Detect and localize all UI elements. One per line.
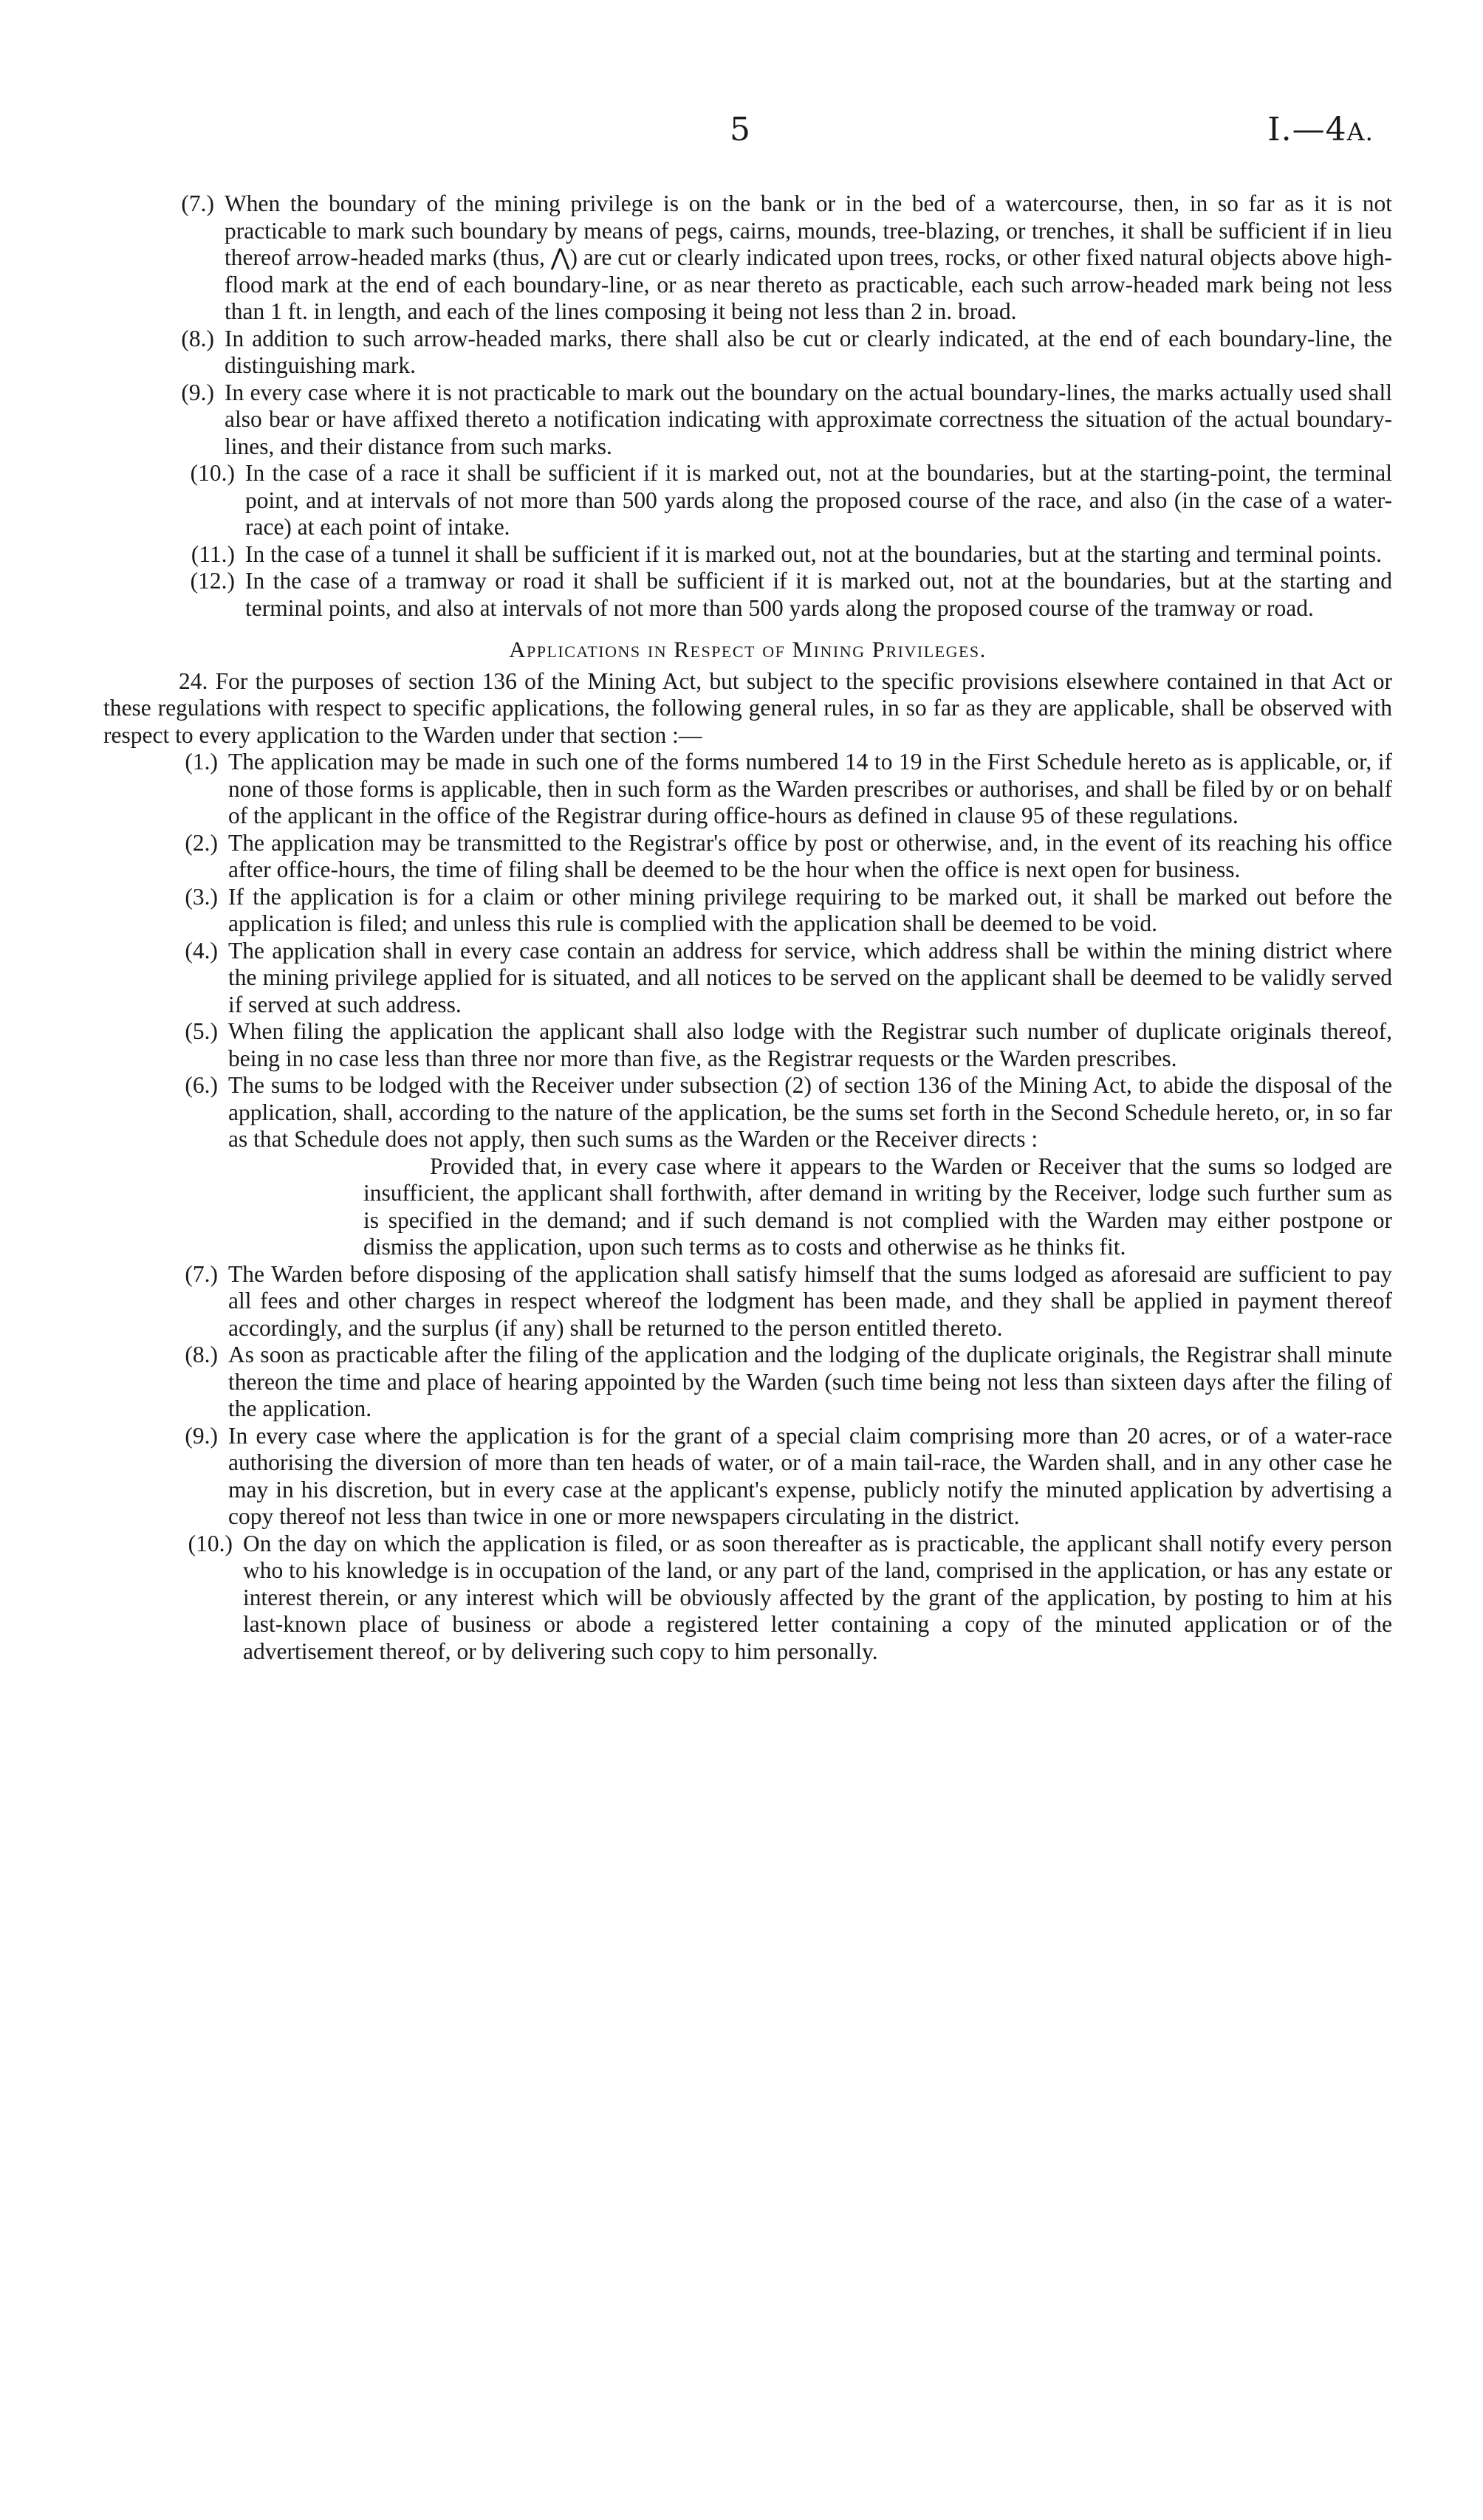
item-number: (1.) bbox=[185, 749, 218, 775]
item-text: In the case of a tunnel it shall be sufficient if it is marked out, not at the boundaries, but at the starting and terminal points. bbox=[245, 540, 1383, 567]
item-text: In the case of a tramway or road it shall be sufficient if it is marked out, not at the boundaries, but at the starting and terminal points, and also at intervals of not more than 500 yards along the proposed course of the tramway or road. bbox=[245, 568, 1392, 621]
list-item bbox=[166, 884, 1392, 938]
list-item bbox=[166, 938, 1392, 1019]
item-number: (4.) bbox=[185, 937, 218, 964]
list-item bbox=[162, 568, 1392, 622]
item-number: (9.) bbox=[185, 1422, 218, 1449]
item-number: (6.) bbox=[185, 1072, 218, 1098]
item-text: As soon as practicable after the filing of the application and the lodging of the duplicate originals, the Registrar shall minute thereon the time and place of hearing appointed by the Warden (such time being not less than sixteen days after the filing of the application. bbox=[228, 1342, 1392, 1421]
item-text: The Warden before disposing of the application shall satisfy himself that the sums lodged as aforesaid are sufficient to pay all fees and other charges in respect whereof the lodgment has been made, and they shall be applied in payment thereof accordingly, and the surplus (if any) shall be returned to the person entitled thereto. bbox=[228, 1260, 1392, 1341]
item-text: When the boundary of the mining privilege is on the bank or in the bed of a watercourse, then, in so far as it is not practicable to mark such boundary by means of pegs, cairns, mounds, tree-blazing, or trenches, it shall be sufficient if in lieu thereof arrow-headed marks (thus, ⋀) are cut or clearly indicated upon trees, rocks, or other fixed natural objects above high-flood mark at the end of each boundary-line, or as near thereto as practicable, each such arrow-headed mark being not less than 1 ft. in length, and each of the lines composing it being not less than 2 in. broad. bbox=[225, 190, 1392, 324]
item-text: When filing the application the applicant shall also lodge with the Registrar such number of duplicate originals thereof, being in no case less than three nor more than five, as the Registrar requests or the Warden prescribes. bbox=[228, 1018, 1392, 1071]
list-item bbox=[166, 1423, 1392, 1531]
list-item bbox=[166, 830, 1392, 884]
page-reference-main: I.—4 bbox=[1267, 111, 1347, 148]
list-item bbox=[166, 1072, 1392, 1153]
item-number: (7.) bbox=[181, 190, 214, 216]
item-text: The application may be made in such one of the forms numbered 14 to 19 in the First Schedule hereto as is applicable, or, if none of those forms is applicable, then in such form as the Warden prescribes or authorises, and shall be filed by or on behalf of the applicant in the office of the Registrar during office-hours as defined in clause 95 of these regulations. bbox=[228, 749, 1392, 828]
list-item bbox=[166, 1531, 1392, 1666]
item-text: If the application is for a claim or other mining privilege requiring to be marked out, it shall be marked out before the application is filed; and unless this rule is complied with the application shall be deemed to be void. bbox=[228, 883, 1392, 936]
document-body bbox=[103, 190, 1392, 1665]
list-item bbox=[166, 1018, 1392, 1072]
item-text: The sums to be lodged with the Receiver under subsection (2) of section 136 of the Mining Act, to abide the disposal of the application, shall, according to the nature of the application, be the sums set forth in the Second Schedule hereto, or, in so far as that Schedule does not apply, then such sums as the Warden or the Receiver directs : bbox=[228, 1072, 1392, 1152]
item-number: (2.) bbox=[185, 829, 218, 856]
page-reference-suffix: A. bbox=[1346, 117, 1374, 146]
item-number: (3.) bbox=[185, 883, 218, 910]
list-item bbox=[166, 1261, 1392, 1342]
item-number: (10.) bbox=[188, 1530, 233, 1556]
item-number: (5.) bbox=[185, 1018, 218, 1044]
page-reference bbox=[1267, 111, 1374, 148]
page-number: 5 bbox=[730, 111, 750, 148]
item-text: In every case where it is not practicable to mark out the boundary on the actual boundary-lines, the marks actually used shall also bear or have affixed thereto a notification indicating with approximate correctness the situation of the actual boundary-lines, and their distance from such marks. bbox=[225, 379, 1392, 459]
list-item bbox=[162, 541, 1392, 569]
item-number: (9.) bbox=[181, 379, 214, 405]
item-number: (8.) bbox=[185, 1342, 218, 1367]
page-header bbox=[0, 111, 1483, 162]
list-item bbox=[166, 749, 1392, 830]
list-item bbox=[162, 326, 1392, 380]
section-heading: Applications in Respect of Mining Privileges. bbox=[509, 636, 987, 662]
proviso-paragraph: Provided that, in every case where it appears to the Warden or Receiver that the sums so lodged are insufficient, the applicant shall forthwith, after demand in writing by the Receiver, lodge such further sum as is specified in the demand; and if such demand is not complied with the Warden may either postpone or dismiss the application, upon such terms as to costs and otherwise as he thinks fit. bbox=[363, 1153, 1392, 1260]
item-number: (11.) bbox=[191, 540, 235, 567]
item-text: The application shall in every case contain an address for service, which address shall be within the mining district where the mining privilege applied for is situated, and all notices to be served on the applicant shall be deemed to be validly served if served at such address. bbox=[228, 937, 1392, 1017]
marking-subclauses bbox=[103, 190, 1392, 622]
list-item bbox=[162, 190, 1392, 326]
clause-24: 24. For the purposes of section 136 of the Mining Act, but subject to the specific provisions elsewhere contained in that Act or these regulations with respect to specific applications, the following general rules, in so far as they are applicable, shall be observed with respect to every application to the Warden under that section :— bbox=[103, 667, 1392, 748]
item-number: (10.) bbox=[190, 460, 235, 486]
list-item bbox=[162, 380, 1392, 461]
list-item bbox=[166, 1342, 1392, 1423]
item-number: (12.) bbox=[190, 568, 235, 594]
item-number: (8.) bbox=[181, 325, 214, 351]
item-text: In addition to such arrow-headed marks, there shall also be cut or clearly indicated, at the end of each boundary-line, the distinguishing mark. bbox=[225, 325, 1392, 378]
item-number: (7.) bbox=[185, 1260, 218, 1287]
item-text: In every case where the application is for the grant of a special claim comprising more than 20 acres, or of a water-race authorising the diversion of more than ten heads of water, or of a main tail-race, the Warden shall, and in any other case he may in his discretion, but in every case at the applicant's expense, publicly notify the minuted application by advertising a copy thereof not less than twice in one or more newspapers circulating in the district. bbox=[228, 1422, 1392, 1529]
application-rules bbox=[103, 749, 1392, 1665]
item-text: The application may be transmitted to the Registrar's office by post or otherwise, and, in the event of its reaching his office after office-hours, the time of filing shall be deemed to be the hour when the office is next open for business. bbox=[228, 829, 1392, 882]
list-item bbox=[162, 460, 1392, 541]
item-text: In the case of a race it shall be sufficient if it is marked out, not at the boundaries, but at the starting-point, the terminal point, and at intervals of not more than 500 yards along the proposed course of the race, and also (in the case of a water-race) at each point of intake. bbox=[245, 460, 1392, 540]
item-text: On the day on which the application is filed, or as soon thereafter as is practicable, the applicant shall notify every person who to his knowledge is in occupation of the land, or any part of the land, comprised in the application, or has any estate or interest therein, or any interest which will be obviously affected by the grant of the application, by posting to him at his last-known place of business or abode a registered letter containing a copy of the minuted application or of the advertisement thereof, or by delivering such copy to him personally. bbox=[243, 1530, 1392, 1664]
